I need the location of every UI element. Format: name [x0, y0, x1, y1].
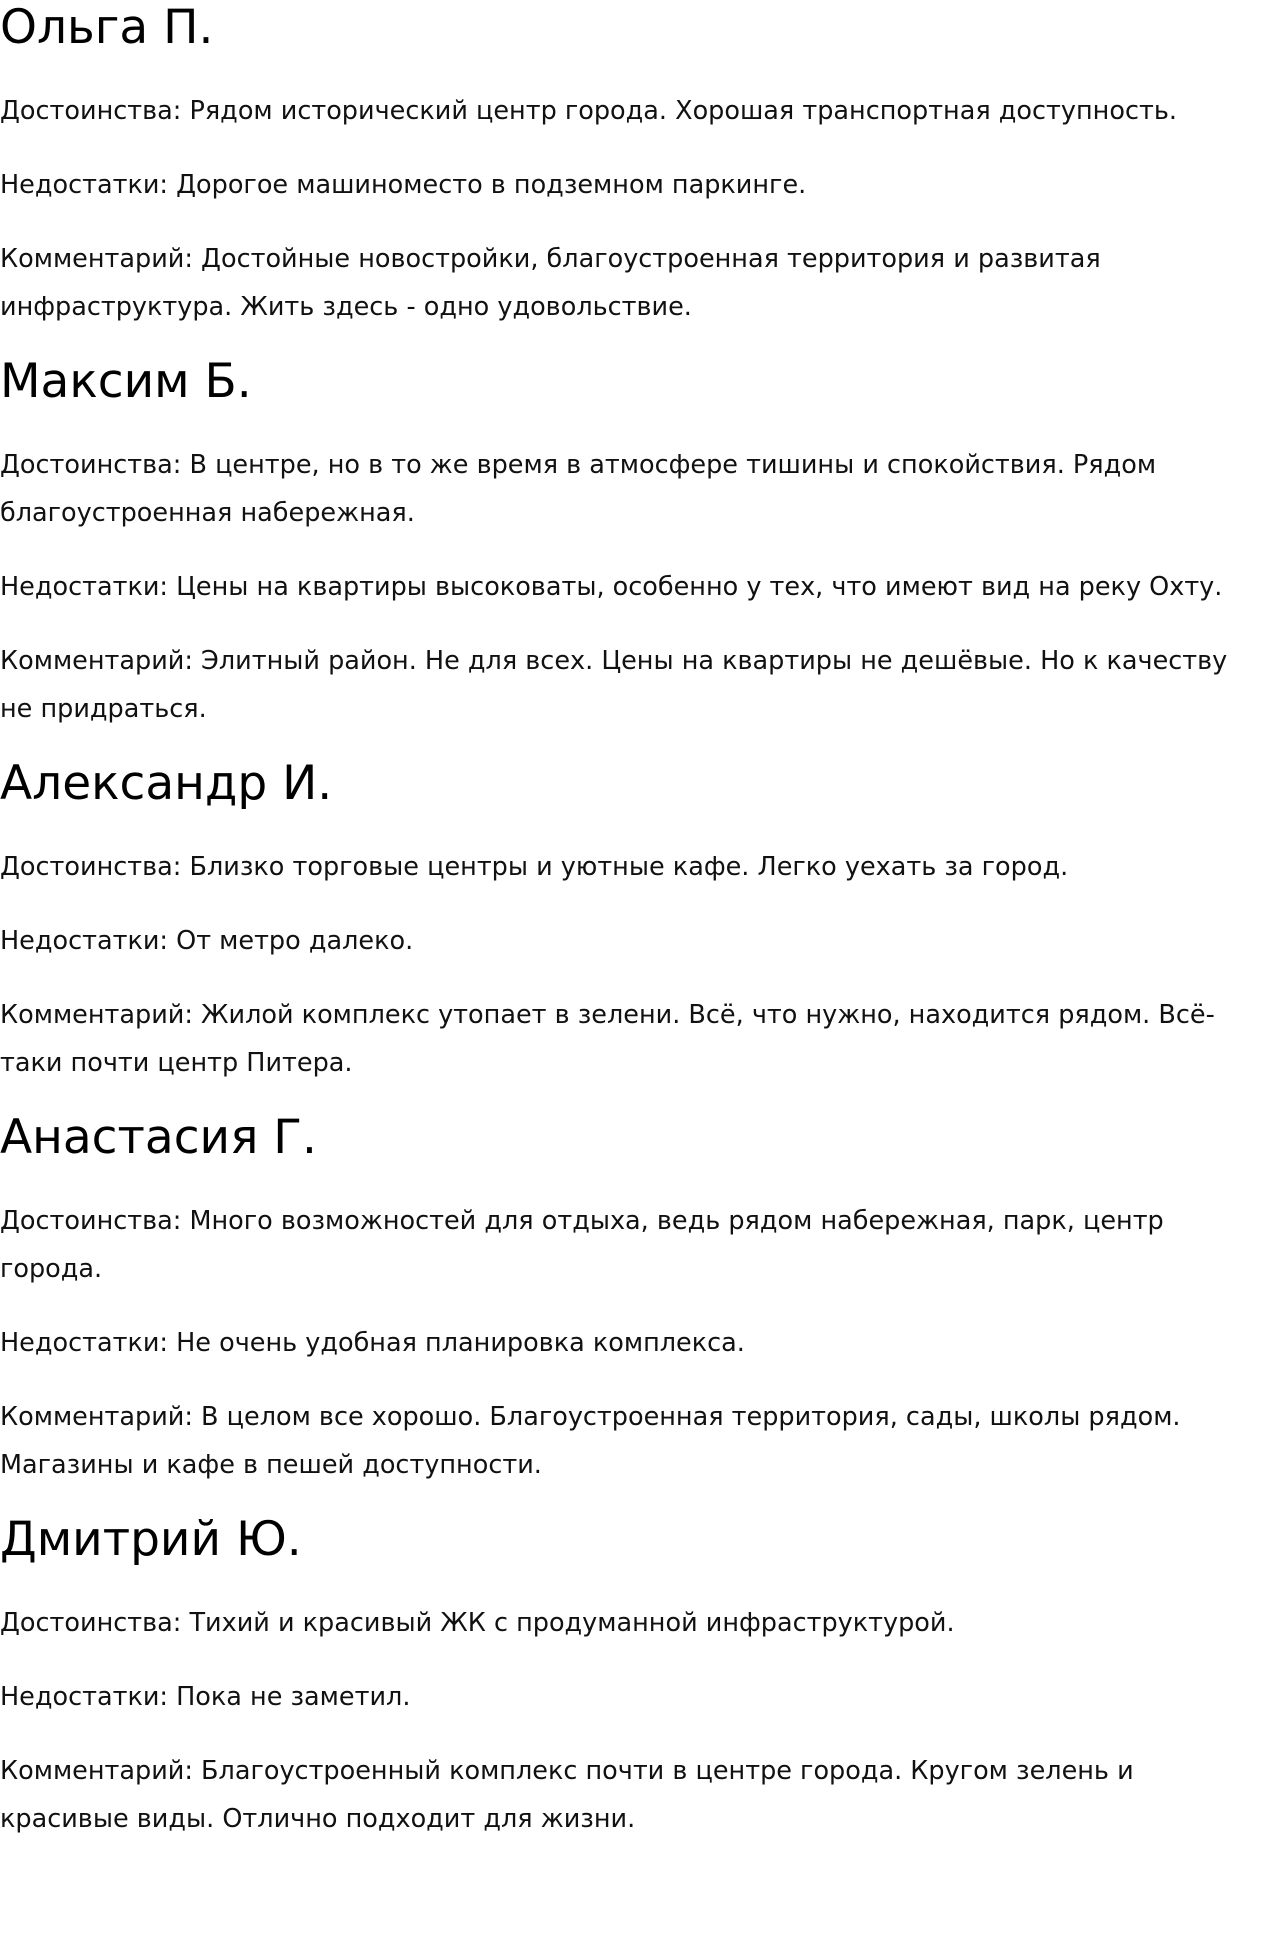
review-pros: Достоинства: Много возможностей для отдыха, ведь рядом набережная, парк, центр города.: [0, 1206, 1164, 1284]
review-author: Максим Б.: [0, 354, 252, 409]
review-author: Дмитрий Ю.: [0, 1512, 302, 1567]
review-comment: Комментарий: В целом все хорошо. Благоустроенная территория, сады, школы рядом. Магазины и кафе в пешей доступности.: [0, 1402, 1181, 1480]
review-card: [0, 1512, 1260, 1843]
review-author: Анастасия Г.: [0, 1110, 317, 1165]
review-cons: Недостатки: Пока не заметил.: [0, 1682, 411, 1712]
review-comment: Комментарий: Жилой комплекс утопает в зелени. Всё, что нужно, находится рядом. Всё-таки почти центр Питера.: [0, 1000, 1215, 1078]
review-card: [0, 0, 1260, 354]
review-pros: Достоинства: Тихий и красивый ЖК с продуманной инфраструктурой.: [0, 1608, 955, 1638]
review-card: [0, 756, 1260, 1110]
review-card: [0, 354, 1260, 756]
review-cons: Недостатки: От метро далеко.: [0, 926, 414, 956]
review-comment: Комментарий: Благоустроенный комплекс почти в центре города. Кругом зелень и красивые виды. Отлично подходит для жизни.: [0, 1756, 1134, 1834]
review-cons: Недостатки: Дорогое машиноместо в подземном паркинге.: [0, 170, 807, 200]
review-pros: Достоинства: Рядом исторический центр города. Хорошая транспортная доступность.: [0, 96, 1177, 126]
review-author: Александр И.: [0, 756, 333, 811]
review-comment: Комментарий: Элитный район. Не для всех. Цены на квартиры не дешёвые. Но к качеству не придраться.: [0, 646, 1228, 724]
review-comment: Комментарий: Достойные новостройки, благоустроенная территория и развитая инфраструктура. Жить здесь - одно удовольствие.: [0, 244, 1101, 322]
review-cons: Недостатки: Не очень удобная планировка комплекса.: [0, 1328, 745, 1358]
review-cons: Недостатки: Цены на квартиры высоковаты, особенно у тех, что имеют вид на реку Охту.: [0, 572, 1223, 602]
review-author: Ольга П.: [0, 0, 214, 55]
review-pros: Достоинства: Близко торговые центры и уютные кафе. Легко уехать за город.: [0, 852, 1069, 882]
review-card: [0, 1110, 1260, 1512]
review-pros: Достоинства: В центре, но в то же время в атмосфере тишины и спокойствия. Рядом благоустроенная набережная.: [0, 450, 1157, 528]
